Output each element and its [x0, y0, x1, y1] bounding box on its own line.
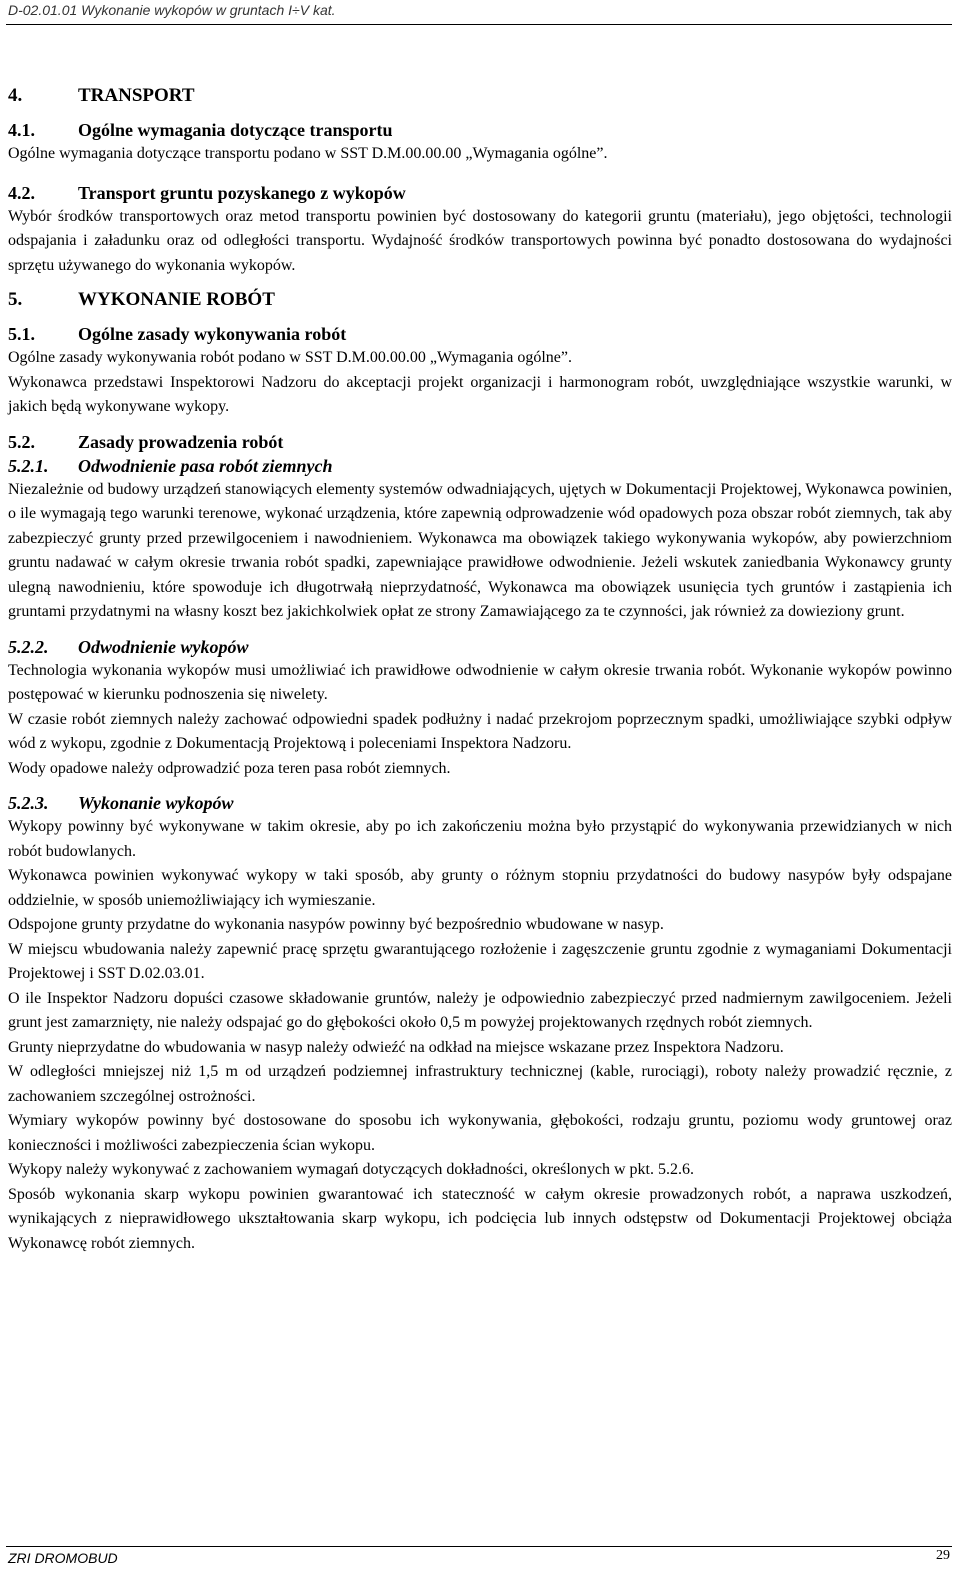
section-title: Ogólne wymagania dotyczące transportu — [78, 120, 393, 140]
section-number: 4.1. — [8, 120, 35, 140]
header-divider — [6, 24, 952, 25]
section-4-1-heading — [8, 118, 952, 142]
section-number: 5. — [8, 289, 23, 310]
section-title: Zasady prowadzenia robót — [78, 431, 284, 452]
footer-company: ZRI DROMOBUD — [8, 1550, 118, 1566]
paragraph: Ogólne zasady wykonywania robót podano w SST D.M.00.00.00 „Wymagania ogólne”. — [8, 349, 572, 366]
section-5-2-2-heading — [8, 635, 952, 659]
paragraph: Grunty nieprzydatne do wbudowania w nasyp należy odwieźć na odkład na miejsce wskazane przez Inspektora Nadzoru. — [8, 1038, 784, 1056]
paragraph: Technologia wykonania wykopów musi umożliwiać ich prawidłowe odwodnienie w całym okresie trwania robót. Wykonanie wykopów powinno postępować w kierunku podnoszenia się niwelety. — [8, 661, 952, 703]
section-title: Wykonanie wykopów — [78, 793, 234, 813]
section-number: 5.2.2. — [8, 636, 49, 657]
paragraph: W odległości mniejszej niż 1,5 m od urządzeń podziemnej infrastruktury technicznej (kable, rurociągi), roboty należy prowadzić ręcznie, z zachowaniem szczególnej ostrożności. — [8, 1063, 952, 1105]
paragraph: Wykopy powinny być wykonywane w takim okresie, aby po ich zakończeniu można było przystąpić do wykonywania przewidzianych w nich robót budowlanych. — [8, 818, 952, 860]
section-5-2-heading — [8, 430, 952, 454]
section-title: TRANSPORT — [78, 85, 195, 106]
paragraph: Wykonawca powinien wykonywać wykopy w taki sposób, aby grunty o różnym stopniu przydatności do budowy nasypów były odspajane oddzielnie, w sposób uniemożliwiający ich wymieszanie. — [8, 867, 952, 909]
section-title: Odwodnienie pasa robót ziemnych — [78, 455, 333, 476]
paragraph: Wymiary wykopów powinny być dostosowane do sposobu ich wykonywania, głębokości, rodzaju gruntu, poziomu wody gruntowej oraz konieczności i możliwości zabezpieczenia ścian wykopu. — [8, 1112, 952, 1154]
paragraph: Wybór środków transportowych oraz metod transportu powinien być dostosowany do kategorii gruntu (materiału), jego objętości, technologii odspajania i załadunku oraz od odległości transportu. Wydajność środków transportowych powinna być ponadto dostosowana do wydajności sprzętu używanego do wykonania wykopów. — [8, 207, 952, 274]
section-title: Ogólne zasady wykonywania robót — [78, 324, 347, 344]
paragraph: Wody opadowe należy odprowadzić poza teren pasa robót ziemnych. — [8, 759, 451, 777]
section-title: Transport gruntu pozyskanego z wykopów — [78, 182, 406, 203]
paragraph: Wykonawca przedstawi Inspektorowi Nadzoru do akceptacji projekt organizacji i harmonogram robót, uwzględniające wszystkie warunki, w jakich będą wykonywane wykopy. — [8, 373, 952, 415]
section-5-2-3-heading — [8, 791, 952, 815]
page-header: D-02.01.01 Wykonanie wykopów w gruntach I÷V kat. — [8, 2, 336, 18]
section-number: 5.1. — [8, 324, 35, 344]
paragraph: W miejscu wbudowania należy zapewnić pracę sprzętu gwarantującego rozłożenie i zagęszczenie gruntu zgodnie z wymaganiami Dokumentacji Projektowej i SST D.02.03.01. — [8, 940, 952, 982]
section-number: 5.2.3. — [8, 793, 49, 813]
section-4-heading — [8, 84, 952, 108]
section-number: 5.2. — [8, 431, 35, 452]
section-title: WYKONANIE ROBÓT — [78, 289, 275, 310]
paragraph: Odspojone grunty przydatne do wykonania nasypów powinny być bezpośrednio wbudowane w nasyp. — [8, 916, 664, 933]
section-number: 5.2.1. — [8, 455, 49, 476]
paragraph: Ogólne wymagania dotyczące transportu podano w SST D.M.00.00.00 „Wymagania ogólne”. — [8, 145, 608, 162]
paragraph: Wykopy należy wykonywać z zachowaniem wymagań dotyczących dokładności, określonych w pkt. 5.2.6. — [8, 1161, 694, 1178]
section-title: Odwodnienie wykopów — [78, 636, 249, 657]
section-5-1-heading — [8, 322, 952, 346]
paragraph: W czasie robót ziemnych należy zachować odpowiedni spadek podłużny i nadać przekrojom poprzecznym spadki, umożliwiające szybki odpływ wód z wykopu, zgodnie z Dokumentacją Projektową i poleceniami Inspektora Nadzoru. — [8, 710, 952, 752]
section-5-heading — [8, 288, 952, 312]
paragraph: Sposób wykonania skarp wykopu powinien gwarantować ich stateczność w całym okresie prowadzonych robót, a naprawa uszkodzeń, wynikających z nieprawidłowego ukształtowania skarp wykopu, ich podcięcia lub innych odstępstw od Dokumentacji Projektowej obciąża Wykonawcę robót ziemnych. — [8, 1185, 952, 1252]
paragraph: O ile Inspektor Nadzoru dopuści czasowe składowanie gruntów, należy je odpowiednio zabezpieczyć przed nadmiernym zawilgoceniem. Jeżeli grunt jest zamarznięty, nie należy odspajać go do głębokości około 0,5 m powyżej projektowanych rzędnych robót ziemnych. — [8, 989, 952, 1031]
section-5-2-1-heading — [8, 454, 952, 478]
section-number: 4.2. — [8, 182, 35, 203]
footer-divider — [6, 1546, 952, 1547]
section-number: 4. — [8, 85, 23, 106]
paragraph: Niezależnie od budowy urządzeń stanowiących elementy systemów odwadniających, ujętych w Dokumentacji Projektowej, Wykonawca powinien, o ile wymagają tego warunki terenowe, wykonać urządzenia, które zapewnią odprowadzenie wód opadowych poza obszar robót ziemnych, tak aby zabezpieczyć grunty przed przewilgoceniem i nawodnieniem. Wykonawca ma obowiązek takiego wykonywania wykopów, aby powierzchniom gruntu nadawać w całym okresie trwania robót spadki, zapewniające prawidłowe odwodnienie. Jeżeli wskutek zaniedbania Wykonawcy grunty ulegną nawodnieniu, które spowoduje ich długotrwałą nieprzydatność, Wykonawca ma obowiązek usunięcia tych gruntów i zastąpienia ich gruntami przydatnymi na własny koszt bez jakichkolwiek opłat ze strony Zamawiającego za te czynności, jak również za dowieziony grunt. — [8, 480, 952, 620]
page-number: 29 — [936, 1548, 950, 1563]
section-4-2-heading — [8, 181, 952, 205]
document-body — [8, 84, 952, 1256]
